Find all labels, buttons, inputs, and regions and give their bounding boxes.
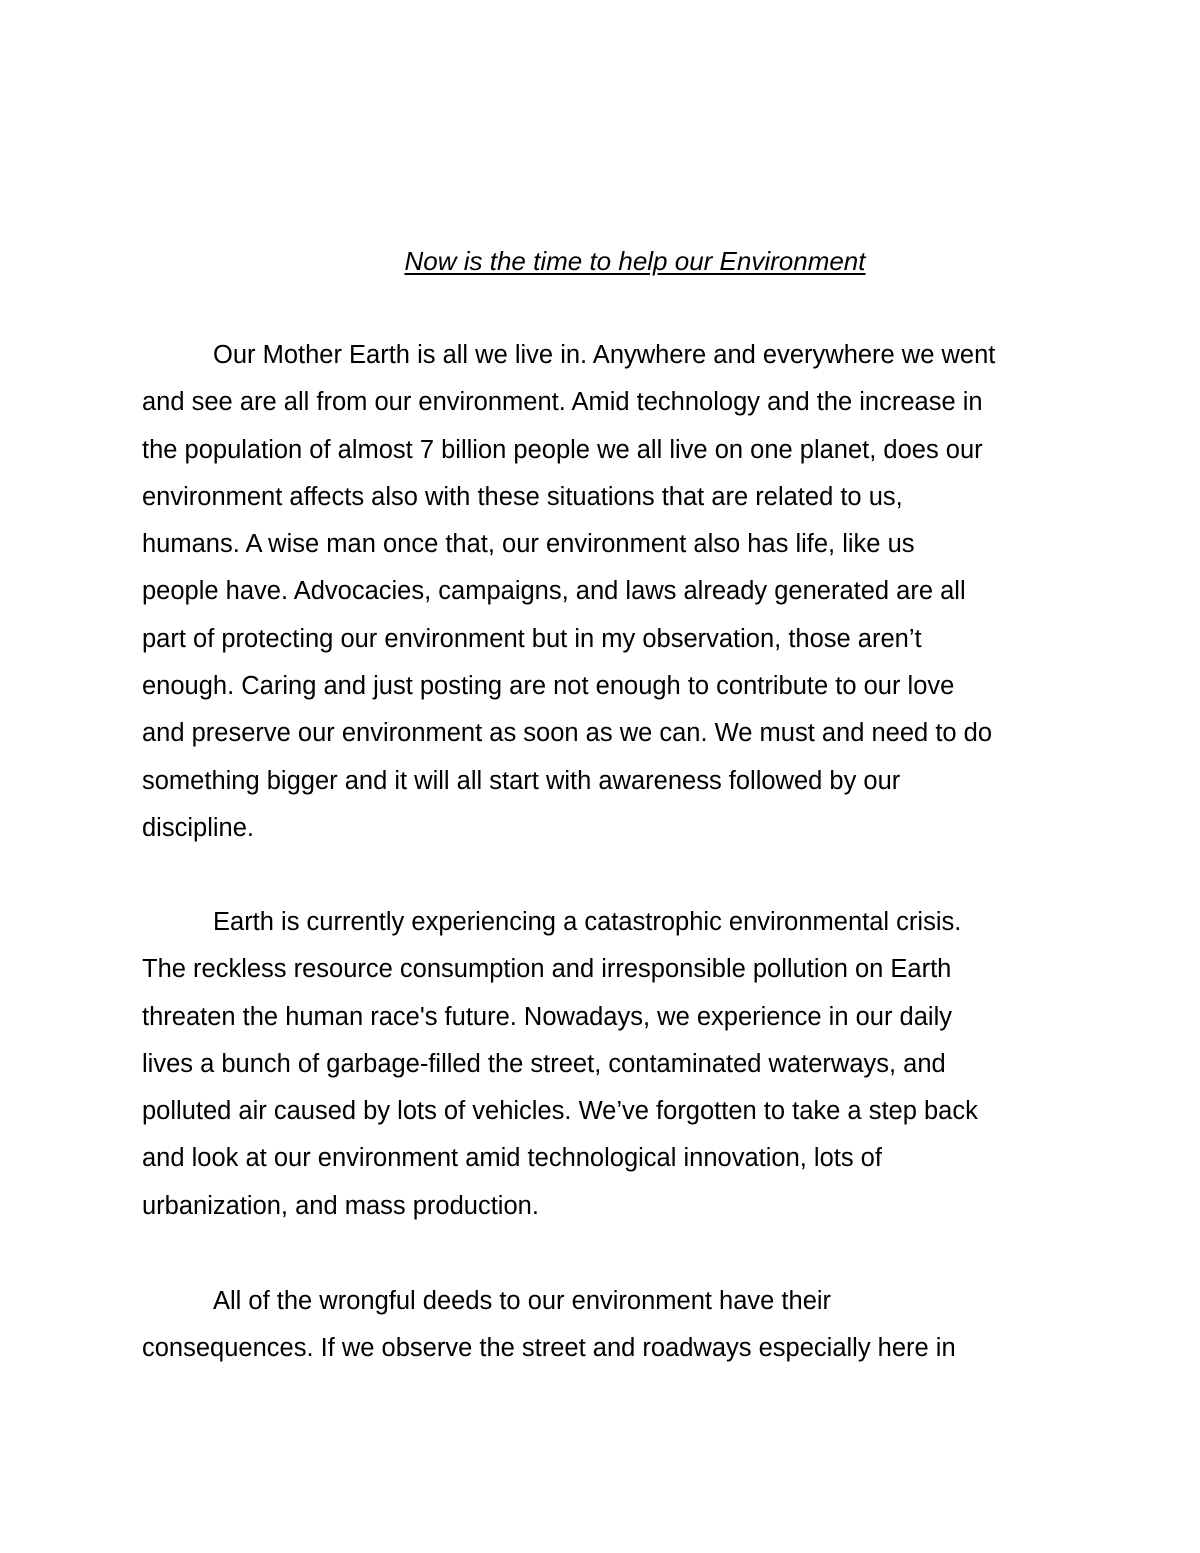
paragraph-line: lives a bunch of garbage-filled the street, contaminated waterways, and: [142, 1049, 946, 1078]
paragraph-line: and see are all from our environment. Amid technology and the increase in: [142, 388, 983, 417]
paragraph-line: The reckless resource consumption and irresponsible pollution on Earth: [142, 955, 952, 984]
paragraph-line: part of protecting our environment but in my observation, those aren’t: [142, 624, 922, 653]
paragraph-line: threaten the human race's future. Nowadays, we experience in our daily: [142, 1002, 952, 1031]
paragraph-line: people have. Advocacies, campaigns, and laws already generated are all: [142, 577, 966, 606]
paragraph-line: polluted air caused by lots of vehicles. We’ve forgotten to take a step back: [142, 1097, 978, 1126]
paragraph-line: Earth is currently experiencing a catastrophic environmental crisis.: [213, 908, 962, 936]
paragraph-line: discipline.: [142, 813, 254, 842]
paragraph-line: something bigger and it will all start with awareness followed by our: [142, 766, 901, 795]
paragraph-line: and look at our environment amid technological innovation, lots of: [142, 1144, 882, 1173]
paragraph-line: urbanization, and mass production.: [142, 1191, 539, 1220]
paragraph-1: [142, 332, 1058, 852]
paragraph-line: consequences. If we observe the street and roadways especially here in: [142, 1334, 956, 1363]
paragraph-line: environment affects also with these situations that are related to us,: [142, 482, 903, 511]
paragraph-line: and preserve our environment as soon as we can. We must and need to do: [142, 719, 993, 748]
paragraph-line: enough. Caring and just posting are not enough to contribute to our love: [142, 672, 955, 701]
paragraph-line: the population of almost 7 billion people we all live on one planet, does our: [142, 435, 983, 464]
paragraph-line: humans. A wise man once that, our environment also has life, like us: [142, 530, 915, 559]
paragraph-3: [142, 1278, 1058, 1373]
paragraph-line: Our Mother Earth is all we live in. Anywhere and everywhere we went: [213, 341, 996, 369]
paragraph-2: [142, 899, 1058, 1230]
document-title: Now is the time to help our Environment: [404, 246, 866, 276]
paragraph-line: All of the wrongful deeds to our environment have their: [213, 1287, 832, 1315]
